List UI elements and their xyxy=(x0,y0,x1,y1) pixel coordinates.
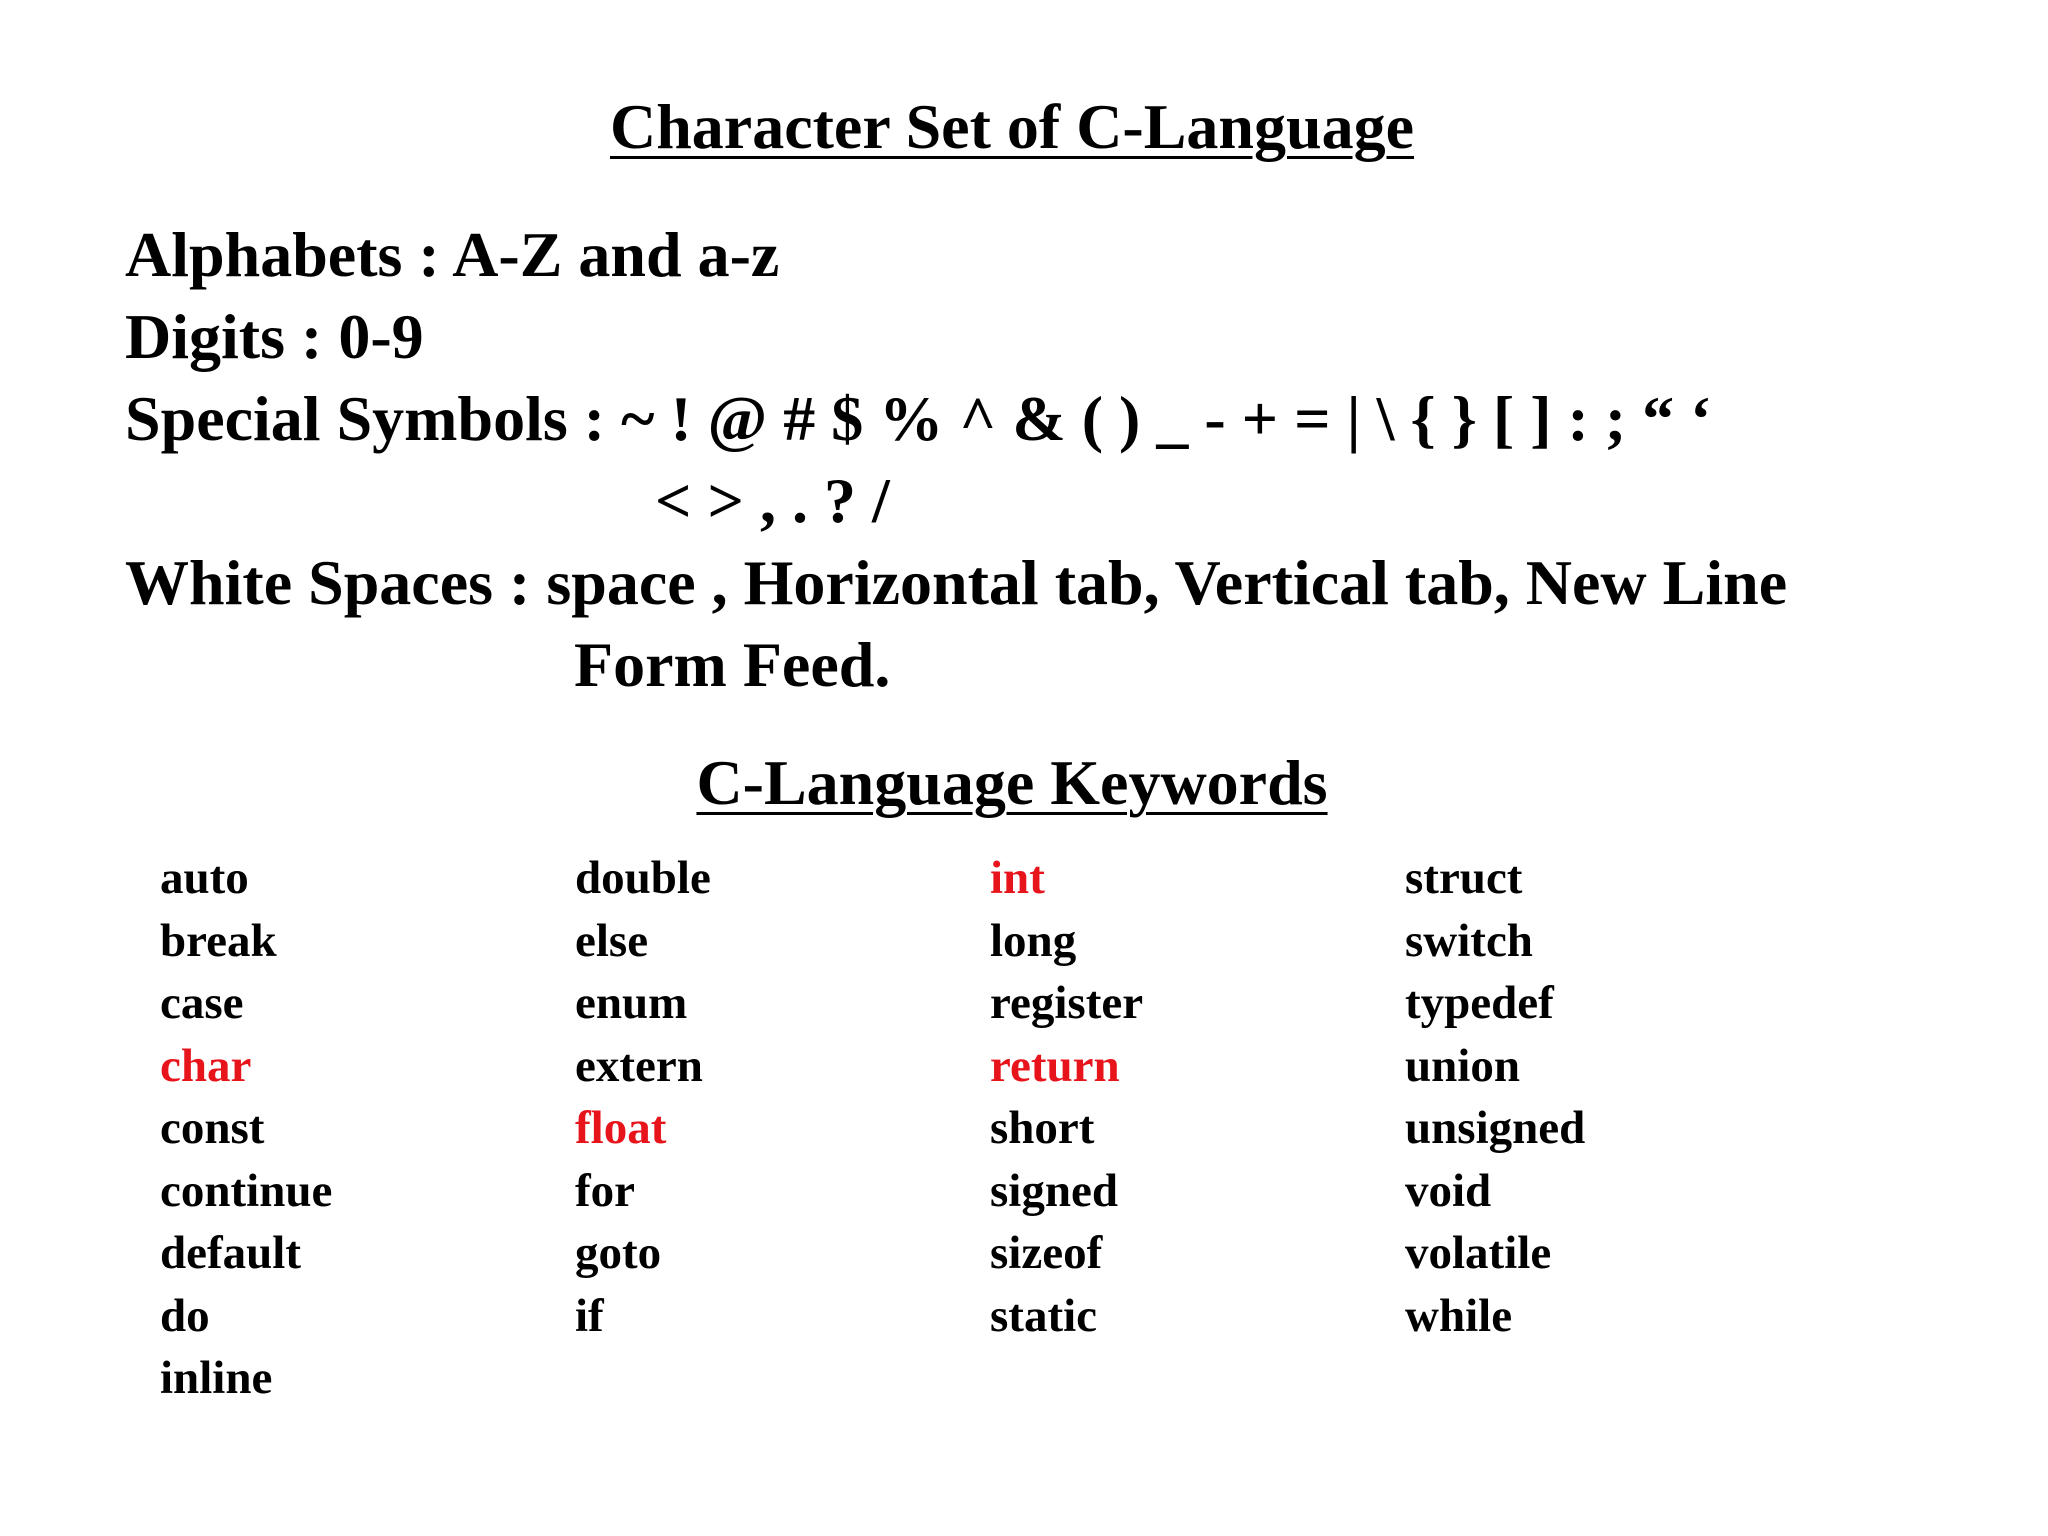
keyword-item: const xyxy=(160,1102,265,1154)
character-set-list xyxy=(125,214,1787,706)
keyword-item: volatile xyxy=(1405,1227,1552,1279)
keywords-title: C-Language Keywords xyxy=(696,747,1328,818)
alphabets-line: Alphabets : A-Z and a-z xyxy=(125,219,780,290)
keyword-item: extern xyxy=(575,1039,703,1092)
keyword-item: static xyxy=(990,1289,1098,1342)
keyword-item: for xyxy=(575,1164,636,1217)
keyword-item: continue xyxy=(160,1164,333,1217)
page-title: Character Set of C-Language xyxy=(609,91,1415,162)
keyword-column-3 xyxy=(990,847,1390,1347)
keyword-item: void xyxy=(1405,1164,1492,1217)
special-symbols-line: Special Symbols : ~ ! @ # $ % ^ & ( ) _ - + = | \ { } [ ] : ; “ ‘ xyxy=(125,383,1712,454)
keyword-item: typedef xyxy=(1405,977,1554,1029)
white-spaces-line: White Spaces : space , Horizontal tab, Vertical tab, New Line xyxy=(125,547,1788,618)
keyword-item: return xyxy=(990,1039,1120,1092)
special-symbols-continuation: < > , . ? / xyxy=(655,465,890,536)
keyword-item: do xyxy=(160,1289,210,1342)
keyword-item: break xyxy=(160,914,277,967)
keyword-item: case xyxy=(160,977,244,1029)
keyword-item: switch xyxy=(1405,914,1533,967)
keyword-item: else xyxy=(575,914,649,967)
keyword-item: sizeof xyxy=(990,1227,1103,1279)
keyword-item: long xyxy=(990,914,1077,967)
keyword-column-2 xyxy=(575,847,975,1347)
keyword-item: float xyxy=(575,1102,667,1154)
digits-line: Digits : 0-9 xyxy=(125,301,424,372)
keyword-item: while xyxy=(1405,1289,1513,1342)
keyword-item: union xyxy=(1405,1039,1520,1092)
keyword-item: enum xyxy=(575,977,688,1029)
keyword-item: register xyxy=(990,977,1144,1029)
keyword-item: char xyxy=(160,1039,252,1092)
keyword-item: double xyxy=(575,852,711,904)
keyword-column-1 xyxy=(160,847,560,1410)
keyword-item: int xyxy=(990,852,1045,904)
white-spaces-continuation: Form Feed. xyxy=(574,629,891,700)
keyword-item: inline xyxy=(160,1352,273,1404)
keyword-item: short xyxy=(990,1102,1095,1154)
keyword-item: signed xyxy=(990,1164,1118,1217)
keyword-column-4 xyxy=(1405,847,1805,1347)
keyword-item: auto xyxy=(160,852,249,904)
keyword-item: default xyxy=(160,1227,301,1279)
keyword-item: goto xyxy=(575,1227,662,1279)
keyword-item: if xyxy=(575,1289,604,1342)
keyword-item: unsigned xyxy=(1405,1102,1586,1154)
keyword-item: struct xyxy=(1405,852,1523,904)
